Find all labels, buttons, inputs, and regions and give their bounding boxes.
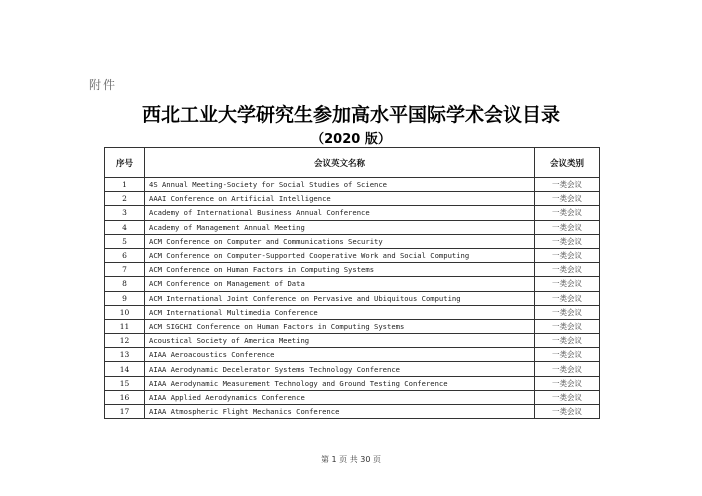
document-title: 西北工业大学研究生参加高水平国际学术会议目录 — [141, 104, 560, 126]
header-category: 会议类别 — [535, 148, 600, 178]
row-number: 7 — [105, 263, 145, 277]
row-number: 12 — [105, 334, 145, 348]
conference-name: ACM Conference on Human Factors in Computing Systems — [145, 263, 535, 277]
row-number: 16 — [105, 390, 145, 404]
row-number: 11 — [105, 319, 145, 333]
conference-category: 一类会议 — [535, 376, 600, 390]
row-number: 14 — [105, 362, 145, 376]
conference-category: 一类会议 — [535, 206, 600, 220]
header-number: 序号 — [105, 148, 145, 178]
row-number: 9 — [105, 291, 145, 305]
row-number: 3 — [105, 206, 145, 220]
conference-category: 一类会议 — [535, 291, 600, 305]
row-number: 6 — [105, 248, 145, 262]
row-number: 1 — [105, 178, 145, 192]
document-subtitle: （2020 版） — [311, 132, 391, 147]
row-number: 10 — [105, 305, 145, 319]
table-row — [105, 390, 600, 404]
table-row — [105, 319, 600, 333]
table-row — [105, 277, 600, 291]
conference-category: 一类会议 — [535, 248, 600, 262]
row-number: 4 — [105, 220, 145, 234]
conference-category: 一类会议 — [535, 334, 600, 348]
conference-category: 一类会议 — [535, 234, 600, 248]
conference-name: Academy of Management Annual Meeting — [145, 220, 535, 234]
conference-table — [104, 147, 600, 419]
table-row — [105, 405, 600, 419]
conference-category: 一类会议 — [535, 405, 600, 419]
conference-name: AIAA Atmospheric Flight Mechanics Conference — [145, 405, 535, 419]
attachment-label: 附件 — [89, 78, 118, 92]
conference-name: Academy of International Business Annual Conference — [145, 206, 535, 220]
table-row — [105, 206, 600, 220]
conference-name: ACM International Multimedia Conference — [145, 305, 535, 319]
conference-name: AIAA Aeroacoustics Conference — [145, 348, 535, 362]
conference-category: 一类会议 — [535, 192, 600, 206]
header-conference-name: 会议英文名称 — [145, 148, 535, 178]
conference-category: 一类会议 — [535, 305, 600, 319]
table-row — [105, 291, 600, 305]
conference-category: 一类会议 — [535, 348, 600, 362]
conference-name: ACM International Joint Conference on Pervasive and Ubiquitous Computing — [145, 291, 535, 305]
row-number: 2 — [105, 192, 145, 206]
conference-name: Acoustical Society of America Meeting — [145, 334, 535, 348]
conference-name: 4S Annual Meeting-Society for Social Studies of Science — [145, 178, 535, 192]
table-row — [105, 263, 600, 277]
table-row — [105, 376, 600, 390]
conference-name: AAAI Conference on Artificial Intelligence — [145, 192, 535, 206]
conference-category: 一类会议 — [535, 277, 600, 291]
conference-name: AIAA Applied Aerodynamics Conference — [145, 390, 535, 404]
table-row — [105, 348, 600, 362]
row-number: 15 — [105, 376, 145, 390]
conference-category: 一类会议 — [535, 263, 600, 277]
page-footer: 第 1 页 共 30 页 — [321, 455, 381, 464]
conference-name: ACM Conference on Management of Data — [145, 277, 535, 291]
conference-category: 一类会议 — [535, 390, 600, 404]
conference-name: ACM SIGCHI Conference on Human Factors in Computing Systems — [145, 319, 535, 333]
table-row — [105, 305, 600, 319]
conference-name: ACM Conference on Computer and Communications Security — [145, 234, 535, 248]
conference-category: 一类会议 — [535, 319, 600, 333]
conference-category: 一类会议 — [535, 220, 600, 234]
row-number: 13 — [105, 348, 145, 362]
table-row — [105, 334, 600, 348]
table-row — [105, 362, 600, 376]
table-row — [105, 220, 600, 234]
conference-name: ACM Conference on Computer-Supported Cooperative Work and Social Computing — [145, 248, 535, 262]
row-number: 8 — [105, 277, 145, 291]
row-number: 5 — [105, 234, 145, 248]
table-header-row — [105, 148, 600, 178]
conference-name: AIAA Aerodynamic Decelerator Systems Technology Conference — [145, 362, 535, 376]
table-row — [105, 192, 600, 206]
conference-name: AIAA Aerodynamic Measurement Technology and Ground Testing Conference — [145, 376, 535, 390]
table-row — [105, 248, 600, 262]
table-row — [105, 178, 600, 192]
conference-category: 一类会议 — [535, 362, 600, 376]
conference-category: 一类会议 — [535, 178, 600, 192]
row-number: 17 — [105, 405, 145, 419]
table-row — [105, 234, 600, 248]
